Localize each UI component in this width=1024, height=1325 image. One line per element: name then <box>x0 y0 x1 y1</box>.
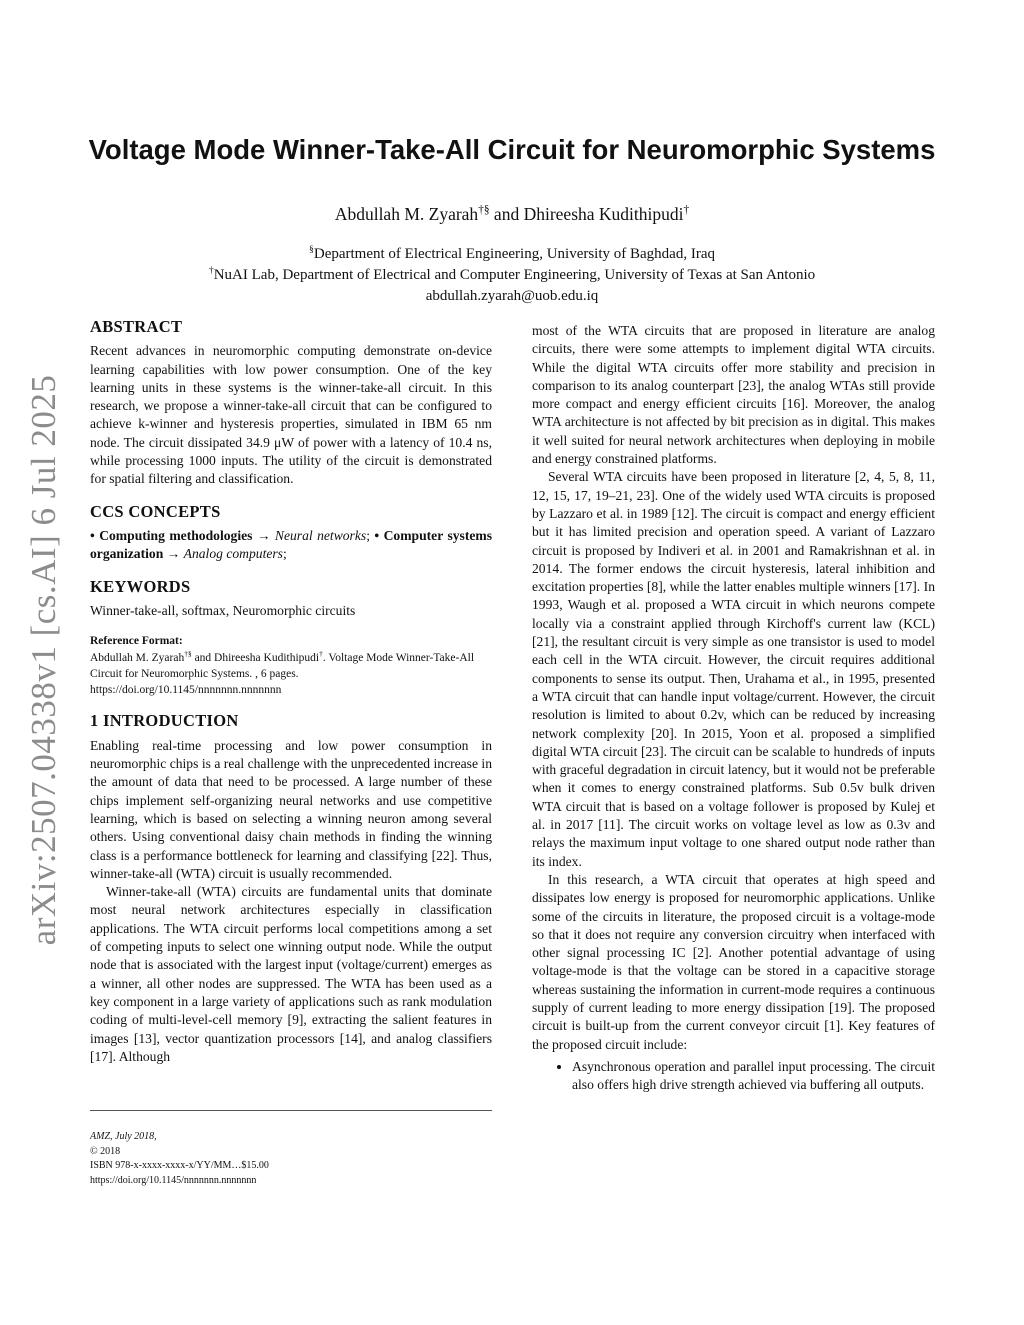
author-1: Abdullah M. Zyarah <box>334 204 479 224</box>
ref-author-2: and Dhireesha Kudithipudi <box>191 652 320 665</box>
author-line <box>60 204 964 225</box>
feature-list <box>532 1058 935 1095</box>
footnote-divider <box>90 1110 492 1111</box>
footnote-copyright: © 2018 <box>90 1145 121 1157</box>
intro-paragraph-3: most of the WTA circuits that are proposed in literature are analog circuits, there were some attempts to implement digital WTA circuits. While the digital WTA circuits offer more stability and precision in comparison to its analog counterpart [23], the analog WTAs still provide more compact and energy efficient circuits [16]. Moreover, the analog WTA architecture is not affected by bit precision as in digital. This makes it well suited for neural network architectures when deploying in mobile and energy constrained platforms. <box>532 323 935 467</box>
ccs-concepts <box>90 527 492 564</box>
feature-item: • Asynchronous operation and parallel input processing. The circuit also offers high drive strength achieved via buffering all outputs. <box>572 1058 935 1095</box>
ccs-item-1-sub: Neural networks <box>274 527 367 543</box>
ccs-item-2: • Computer systems organization <box>90 527 492 562</box>
introduction-heading: 1 INTRODUCTION <box>90 711 239 731</box>
affiliation-1-mark: § <box>309 244 314 255</box>
author-2: Dhireesha Kudithipudi <box>523 204 684 224</box>
footnote-venue: AMZ, July 2018, <box>90 1131 157 1142</box>
intro-paragraph-4: Several WTA circuits have been proposed in literature [2, 4, 5, 8, 11, 12, 15, 17, 19–21, 23]. One of the widely used WTA circuits is proposed by Lazzaro et al. in 1989 [12]. The circuit is compact and energy efficient but it has limited precision and operation speed. A variant of Lazzaro circuit is proposed by Indiveri et al. in 2001 and Ramakrishnan et al. in 2014. The former endows the circuit hysteresis, lateral inhibition and excitation properties [8], while the latter enables multiple winners [17]. In 1993, Waugh et al. proposed a WTA circuit in which neurons compete locally via a constraint applied through Kirchoff's current law (KCL) [21], the resultant circuit is very simple as one transistor is used to model each cell in the WTA circuit. However, the circuit requires additional components to sense its output. Then, Urahama et al., in 1995, presented a WTA circuit that can handle input voltage/current. However, the circuit resolution is limited to about 0.2v, which can be reduced by increasing network complexity [20]. In 2015, Yoon et al. proposed a simplified digital WTA circuit [23]. The circuit can be scalable to hundreds of inputs with graceful degradation in circuit latency, but it would not be preferable when it comes to energy constrained platforms. Sub 0.5v bulk driven WTA circuit that is based on a voltage follower is proposed by Kulej et al. in 2017 [11]. The circuit works on voltage level as low as 0.3v and relays the maximum input voltage to one shared output node rather than its index. <box>532 469 935 869</box>
ref-rest: . Voltage Mode Winner-Take-All Circuit for Neuromorphic Systems. , 6 pages. https://doi.org/10.1145/nnnnnnn.nnnnnnn <box>90 652 475 697</box>
affiliation-1 <box>60 246 964 263</box>
ref-author-1-marks: †§ <box>184 649 192 659</box>
ccs-end: ; <box>282 546 287 562</box>
ccs-arrow-1: → <box>252 527 275 543</box>
ccs-item-2-sub: Analog computers <box>183 546 283 562</box>
affiliation-2 <box>60 267 964 284</box>
intro-paragraph-5: In this research, a WTA circuit that operates at high speed and dissipates low energy is proposed for neuromorphic applications. Unlike some of the circuits in literature, the proposed circuit is a voltage-mode so that it does not require any conversion circuitry when interfaced with other signal processing IC [2]. Another potential advantage of using voltage-mode is that the voltage can be stored in a capacitive storage whereas sustaining the information in current-mode requires a continuous supply of current leading to more energy dissipation [19]. The proposed circuit is built-up from the current conveyor circuit [1]. Key features of the proposed circuit include: <box>532 871 935 1052</box>
keywords-text: Winner-take-all, softmax, Neuromorphic circuits <box>90 602 356 618</box>
footnote-isbn: ISBN 978-x-xxxx-xxxx-x/YY/MM…$15.00 <box>90 1160 269 1171</box>
affiliation-1-text: Department of Electrical Engineering, University of Baghdad, Iraq <box>313 246 715 262</box>
keywords-heading: KEYWORDS <box>90 576 191 596</box>
ref-author-1: Abdullah M. Zyarah <box>90 652 185 665</box>
author-1-marks: †§ <box>478 204 490 217</box>
ccs-separator: ; <box>366 527 375 543</box>
ccs-item-1: • Computing methodologies <box>90 527 253 543</box>
reference-format-label: Reference Format: <box>90 635 183 648</box>
footnotes <box>90 1130 492 1188</box>
ccs-arrow-2: → <box>163 546 184 562</box>
footnote-doi[interactable]: https://doi.org/10.1145/nnnnnnn.nnnnnnn <box>90 1174 257 1186</box>
author-email: abdullah.zyarah@uob.edu.iq <box>425 288 599 304</box>
intro-paragraph-2: Winner-take-all (WTA) circuits are fundamental units that dominate most neural network architectures especially in classification applications. The WTA circuit performs local competitions among a set of competing inputs to select one winning output node. While the output node that is associated with the largest input (voltage/current) emerges as a winner, all other nodes are suppressed. The WTA has been used as a key component in a large variety of applications such as rank modulation coding of multi-level-cell memory [9], extracting the salient features in images [13], vector quantization processors [14], and analog classifiers [17]. Although <box>90 884 492 1064</box>
right-column <box>532 322 935 1094</box>
left-column <box>90 318 492 1066</box>
ref-author-2-marks: † <box>319 649 323 659</box>
author-conjunction: and <box>489 204 524 224</box>
ccs-heading: CCS CONCEPTS <box>90 501 221 521</box>
intro-paragraph-1: Enabling real-time processing and low power consumption in neuromorphic chips is a real challenge with the unprecedented increase in the amount of data that need to be processed. A large number of these chips implement self-organizing neural networks and use competitive learning, which is based on selecting a winning neuron among several others. Using conventional daisy chain methods in finding the winning class is a performance bottleneck for learning and classifying [22]. Thus, winner-take-all (WTA) circuit is usually recommended. <box>90 737 492 881</box>
arxiv-stamp-text: arXiv:2507.04338v1 [cs.AI] 6 Jul 2025 <box>24 374 63 946</box>
affiliation-2-mark: † <box>208 265 214 276</box>
reference-format-text <box>90 650 492 698</box>
abstract-text: Recent advances in neuromorphic computing demonstrate on-device learning capabilities with low power consumption. One of the key learning units in these systems is the winner-take-all circuit. In this research, we propose a winner-take-all circuit that can be configured to achieve k-winner and hysteresis properties, simulated in IBM 65 nm node. The circuit dissipated 34.9 μW of power with a latency of 10.4 ns, while processing 1000 inputs. The utility of the circuit is demonstrated for spatial filtering and classification. <box>90 343 492 487</box>
author-2-marks: † <box>683 204 690 217</box>
paper-title: Voltage Mode Winner-Take-All Circuit for Neuromorphic Systems <box>88 134 936 165</box>
abstract-heading: ABSTRACT <box>90 317 183 336</box>
arxiv-side-stamp <box>14 374 74 946</box>
affiliation-2-text: NuAI Lab, Department of Electrical and Computer Engineering, University of Texas at San Antonio <box>213 267 816 283</box>
